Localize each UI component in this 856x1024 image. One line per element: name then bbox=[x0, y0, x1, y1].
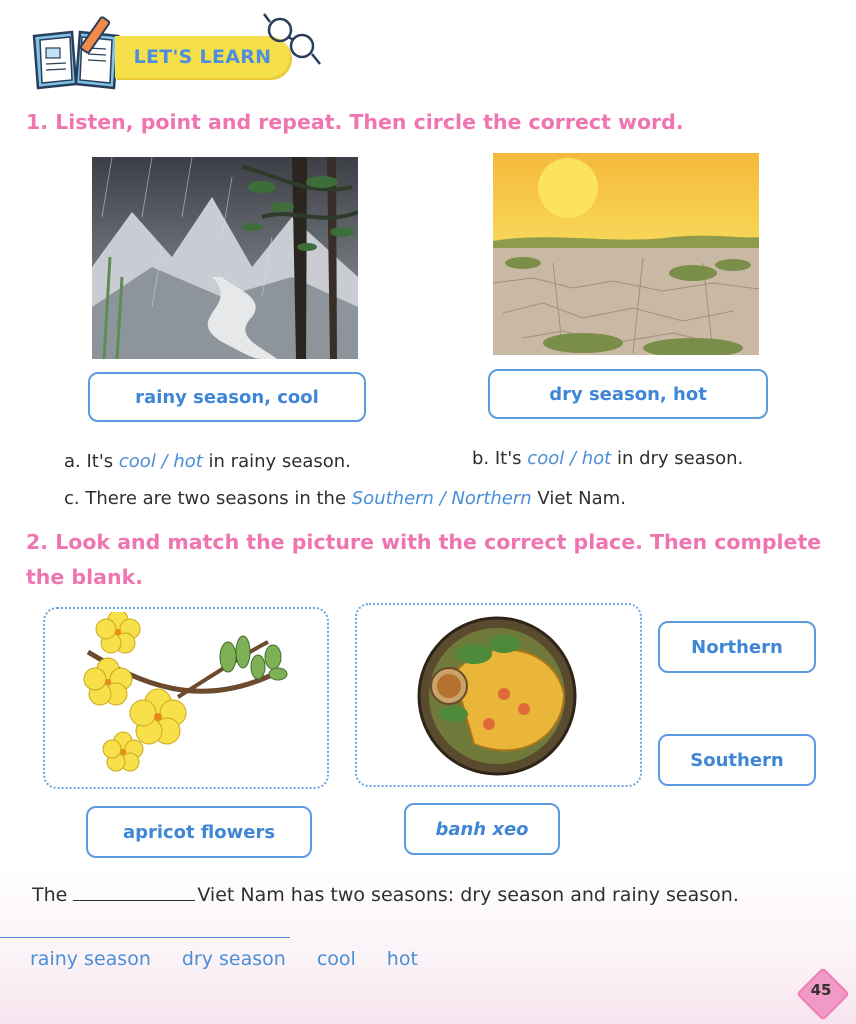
page-number: 45 bbox=[810, 981, 832, 999]
word-bank-item: rainy season bbox=[30, 948, 151, 970]
sentence-b bbox=[472, 448, 743, 469]
word-bank-item: dry season bbox=[181, 948, 286, 970]
banh-xeo-image bbox=[414, 614, 580, 778]
sentence-a bbox=[64, 451, 351, 472]
word-bank-item: cool bbox=[316, 948, 356, 970]
glasses-icon bbox=[262, 8, 324, 70]
dry-season-label: dry season, hot bbox=[488, 369, 768, 419]
section-1-heading: 1. Listen, point and repeat. Then circle the correct word. bbox=[26, 110, 684, 134]
dry-season-image bbox=[493, 153, 759, 355]
section-2-heading: 2. Look and match the picture with the correct place. Then complete the blank. bbox=[26, 530, 822, 589]
fill-in-sentence bbox=[32, 884, 739, 906]
fill-sentence-prefix: The bbox=[32, 884, 68, 906]
sentence-c bbox=[64, 488, 626, 509]
sentence-b-prefix: b. It's bbox=[472, 448, 528, 469]
sentence-c-options[interactable]: Southern / Northern bbox=[351, 488, 532, 509]
rainy-season-label: rainy season, cool bbox=[88, 372, 366, 422]
answer-blank[interactable] bbox=[73, 884, 195, 901]
badge-label: LET'S LEARN bbox=[133, 46, 272, 68]
open-book-icon bbox=[28, 14, 124, 94]
apricot-flowers-label: apricot flowers bbox=[86, 806, 312, 858]
sentence-b-options[interactable]: cool / hot bbox=[527, 448, 612, 469]
sentence-a-suffix: in rainy season. bbox=[202, 451, 351, 472]
apricot-flowers-image bbox=[78, 612, 300, 782]
word-bank-item: hot bbox=[386, 948, 418, 970]
southern-option[interactable]: Southern bbox=[658, 734, 816, 786]
sentence-b-suffix: in dry season. bbox=[611, 448, 744, 469]
rainy-season-image bbox=[92, 157, 358, 359]
word-bank bbox=[30, 948, 418, 970]
page-number-badge bbox=[797, 968, 845, 1016]
sentence-c-prefix: c. There are two seasons in the bbox=[64, 488, 352, 509]
word-bank-divider bbox=[0, 937, 290, 938]
northern-option[interactable]: Northern bbox=[658, 621, 816, 673]
banh-xeo-label: banh xeo bbox=[404, 803, 560, 855]
sentence-a-options[interactable]: cool / hot bbox=[118, 451, 203, 472]
sentence-c-suffix: Viet Nam. bbox=[531, 488, 626, 509]
sentence-a-prefix: a. It's bbox=[64, 451, 119, 472]
fill-sentence-suffix: Viet Nam has two seasons: dry season and rainy season. bbox=[197, 884, 739, 906]
